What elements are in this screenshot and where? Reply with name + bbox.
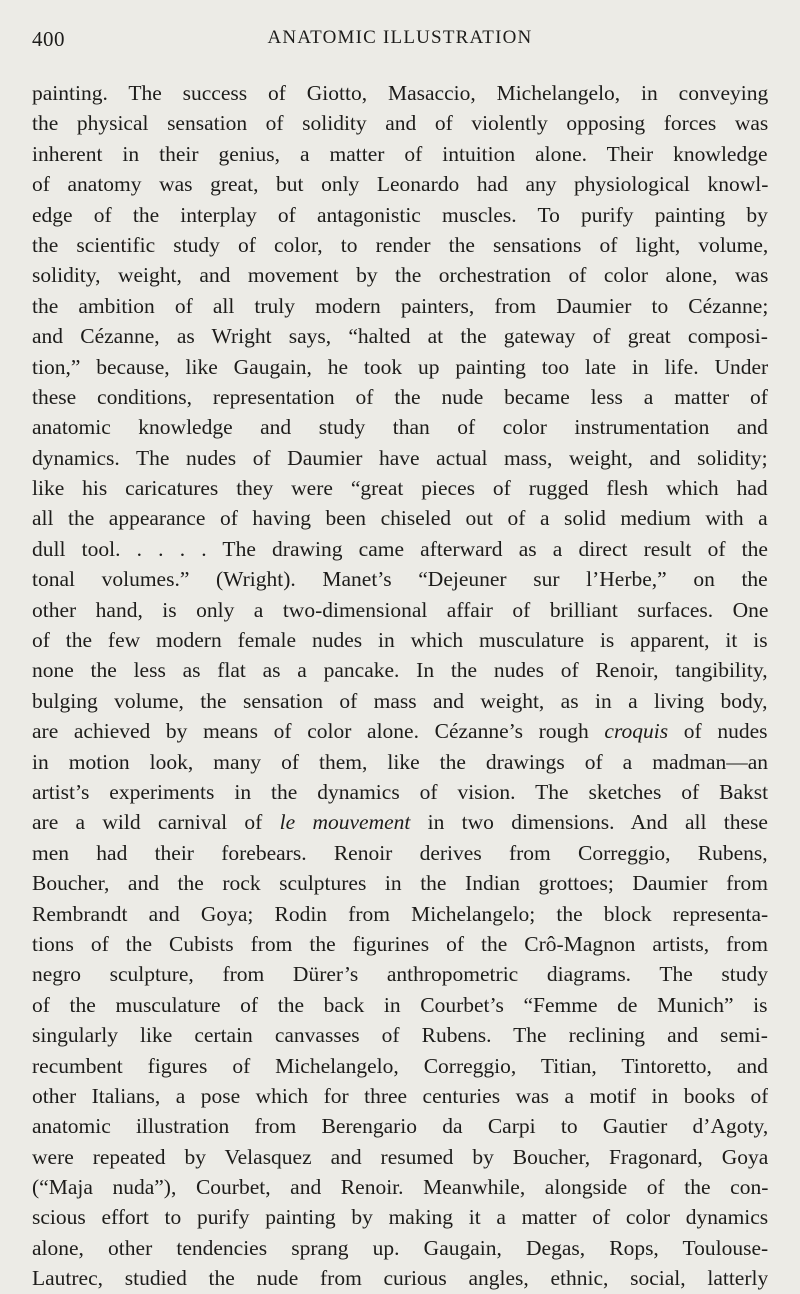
text-line: dynamics. The nudes of Daumier have actual mass, weight, and solidity; <box>32 445 768 470</box>
text-line: were repeated by Velasquez and resumed by Boucher, Fragonard, Goya <box>32 1144 768 1169</box>
text-line: Rembrandt and Goya; Rodin from Michelangelo; the block representa- <box>32 901 768 926</box>
text-line: of the few modern female nudes in which musculature is apparent, it is <box>32 628 768 653</box>
text-line: tion,” because, like Gaugain, he took up painting too late in life. Under <box>32 354 768 379</box>
text-line: are a wild carnival of le mouvement in two dimensions. And all these <box>32 810 768 835</box>
text-line: scious effort to purify painting by making it a matter of color dynamics <box>32 1205 768 1230</box>
running-head <box>32 27 768 57</box>
text-line: solidity, weight, and movement by the orchestration of color alone, was <box>32 263 768 288</box>
text-line: Lautrec, studied the nude from curious angles, ethnic, social, latterly <box>32 1266 768 1291</box>
text-line: in motion look, many of them, like the drawings of a madman—an <box>32 749 768 774</box>
text-line: inherent in their genius, a matter of intuition alone. Their knowledge <box>32 141 768 166</box>
text-line: artist’s experiments in the dynamics of vision. The sketches of Bakst <box>32 779 768 804</box>
text-line: the physical sensation of solidity and of violently opposing forces was <box>32 111 768 136</box>
text-line: recumbent figures of Michelangelo, Correggio, Titian, Tintoretto, and <box>32 1053 768 1078</box>
text-line: the ambition of all truly modern painters, from Daumier to Cézanne; <box>32 293 768 318</box>
text-line: none the less as flat as a pancake. In the nudes of Renoir, tangibility, <box>32 658 768 683</box>
text-line: bulging volume, the sensation of mass and weight, as in a living body, <box>32 688 768 713</box>
text-line: Boucher, and the rock sculptures in the Indian grottoes; Daumier from <box>32 871 768 896</box>
page-number: 400 <box>32 27 65 51</box>
text-line: like his caricatures they were “great pieces of rugged flesh which had <box>32 476 768 501</box>
text-line: are achieved by means of color alone. Cézanne’s rough croquis of nudes <box>32 719 768 744</box>
running-title: ANATOMIC ILLUSTRATION <box>267 27 533 48</box>
text-line: other hand, is only a two-dimensional affair of brilliant surfaces. One <box>32 597 768 622</box>
text-line: tonal volumes.” (Wright). Manet’s “Dejeuner sur l’Herbe,” on the <box>32 567 768 592</box>
text-line: of the musculature of the back in Courbet’s “Femme de Munich” is <box>32 992 768 1017</box>
text-line: singularly like certain canvasses of Rubens. The reclining and semi- <box>32 1023 768 1048</box>
text-line: these conditions, representation of the nude became less a matter of <box>32 384 768 409</box>
text-line: (“Maja nuda”), Courbet, and Renoir. Meanwhile, alongside of the con- <box>32 1175 768 1200</box>
text-line: painting. The success of Giotto, Masaccio, Michelangelo, in conveying <box>32 81 768 105</box>
text-line: anatomic illustration from Berengario da Carpi to Gautier d’Agoty, <box>32 1114 768 1139</box>
text-line: the scientific study of color, to render the sensations of light, volume, <box>32 232 768 257</box>
body-text <box>32 78 768 1294</box>
text-line: and Cézanne, as Wright says, “halted at the gateway of great composi- <box>32 324 768 349</box>
text-line: men had their forebears. Renoir derives from Correggio, Rubens, <box>32 840 768 865</box>
text-line: other Italians, a pose which for three centuries was a motif in books of <box>32 1083 768 1108</box>
text-line: tions of the Cubists from the figurines of the Crô-Magnon artists, from <box>32 931 768 956</box>
text-line: alone, other tendencies sprang up. Gaugain, Degas, Rops, Toulouse- <box>32 1235 768 1260</box>
italic-term: croquis <box>604 719 669 744</box>
text-line: negro sculpture, from Dürer’s anthropometric diagrams. The study <box>32 962 768 987</box>
text-line: all the appearance of having been chiseled out of a solid medium with a <box>32 506 768 531</box>
text-line: dull tool. . . . . The drawing came afterward as a direct result of the <box>32 536 768 561</box>
text-line: edge of the interplay of antagonistic muscles. To purify painting by <box>32 202 768 227</box>
text-line: of anatomy was great, but only Leonardo had any physiological knowl- <box>32 172 768 197</box>
text-line: anatomic knowledge and study than of color instrumentation and <box>32 415 768 440</box>
italic-term: le mouvement <box>279 810 411 835</box>
